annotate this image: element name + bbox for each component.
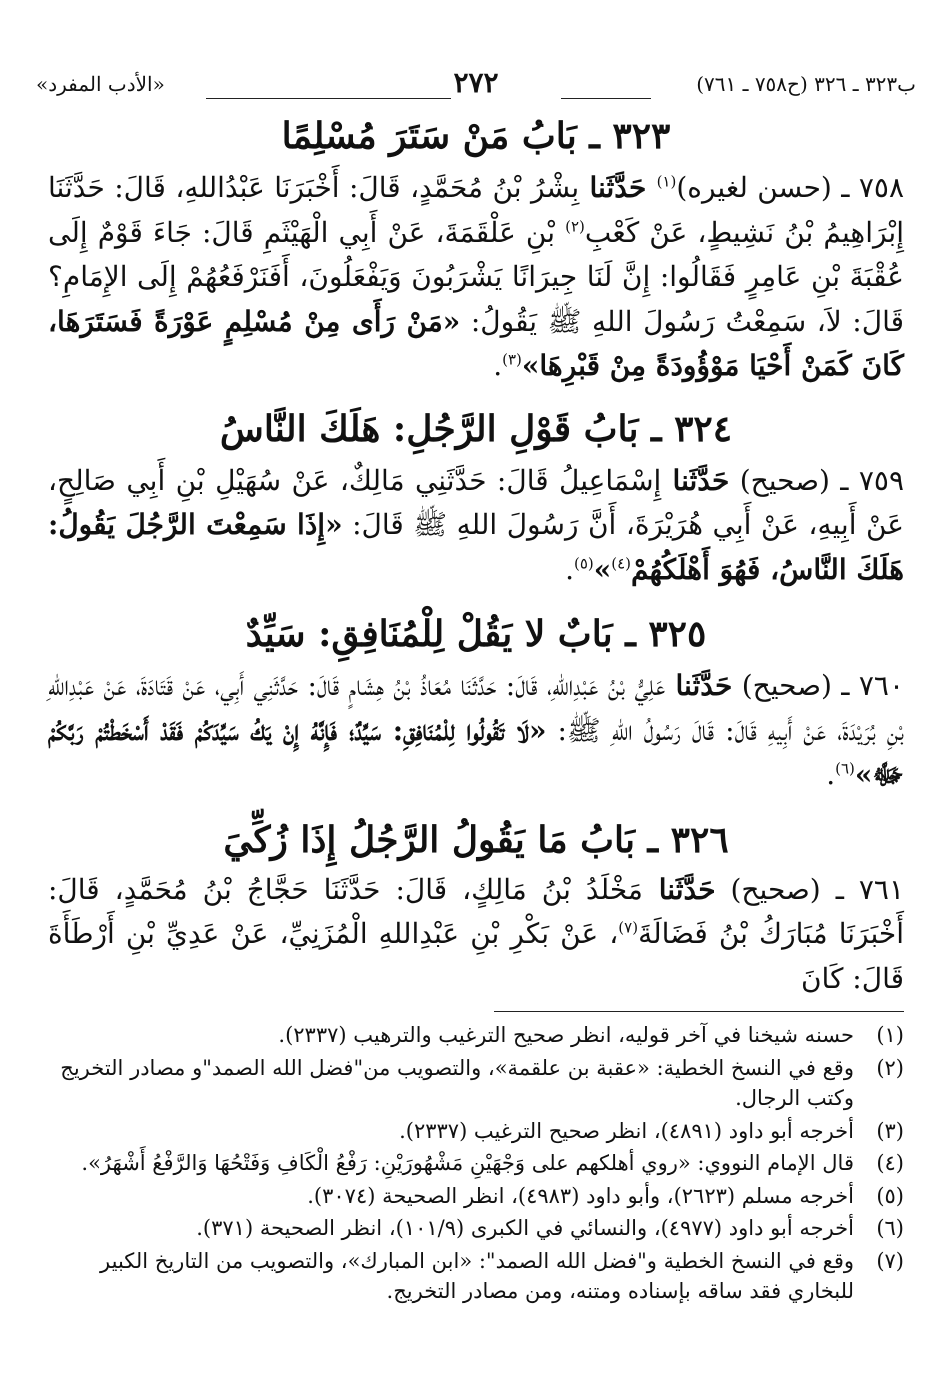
header-rule [206,98,451,99]
footnote-number: (٢) [876,1055,904,1080]
footnote [48,1116,904,1147]
hadith-number-grade: ٧٦٠ ـ (صحيح) [732,669,905,702]
footnote-number: (٣) [876,1118,904,1143]
footnote [48,1213,904,1244]
footnote-number: (٦) [876,1216,904,1240]
hadith-758 [48,166,904,389]
footnote-text: وقع في النسخ الخطية و"فضل الله الصمد": «ابن المبارك»، والتصويب من التاريخ الكبير للبخاري فقد ساقه بإسناده ومتنه، ومن مصادر التخريج. [100,1248,854,1303]
punctuation: . [493,349,503,382]
footnote-number: (٤) [876,1151,904,1175]
footnote-text: أخرجه أبو داود (٤٩٧٧)، والنسائي في الكبرى (١٠١/٩)، انظر الصحيحة (٣٧١). [196,1216,854,1240]
footnote-ref: (٦) [835,759,855,778]
footnote-text: حسنه شيخنا في آخر قوليه، انظر صحيح الترغيب والترهيب (٢٣٣٧). [278,1023,854,1047]
isnad-text: عَلِيُّ بْنُ عَبْدِاللهِ، قَالَ: حَدَّثَنَا مُعَاذُ بْنُ هِشَامٍ قَالَ: حَدَّثَنِي أَبِي، عَنْ قَتَادَةَ، عَنْ عَبْدِاللهِ بْنِ بُرَيْدَةَ، عَنْ أَبِيهِ قَالَ: قَالَ رَسُولُ اللهِ ﷺ: [48,669,905,747]
isnad-text: ، عَنْ بَكْرِ بْنِ عَبْدِاللهِ الْمُزَنِيِّ، عَنْ عَدِيِّ بْنِ أَرْطَأَةَ قَالَ: كَانَ [48,917,904,995]
punctuation: . [826,758,836,791]
footnote-text: قال الإمام النووي: «روي أهلكهم على وَجْهَيْنِ مَشْهُورَيْنِ: رَفْعُ الْكَافِ وَفَتْحُهَا وَالرَّفْعُ أَشْهَرُ». [81,1151,854,1175]
hadith-number-grade: ٧٥٨ ـ (حسن لغيره) [676,171,904,204]
hadith-759 [48,459,904,593]
footnote-ref: (٧) [618,918,639,937]
footnote-ref: (١) [656,172,677,191]
narration-keyword: حَدَّثَنا [642,872,716,906]
footnote [48,1148,904,1179]
footnote-text: أخرجه أبو داود (٤٨٩١)، انظر صحيح الترغيب (٢٣٣٧). [399,1118,854,1143]
hadith-number-grade: ٧٥٩ ـ (صحيح) [729,463,905,497]
isnad-text: بْنِ عَلْقَمَةَ، عَنْ أَبِي الْهَيْثَمِ قَالَ: جَاءَ قَوْمٌ إِلَى عُقْبَةَ بْنِ عَامِرٍ فَقَالُوا: إِنَّ لَنَا جِيرَانًا يَشْرَبُونَ وَيَفْعَلُونَ، أَفَنَرْفَعُهُمْ إِلَى الإِمَامِ؟ قَالَ: لاَ، سَمِعْتُ رَسُولَ اللهِ ﷺ يَقُولُ: [48,215,904,338]
punctuation: . [565,552,574,586]
chapter-heading: ٣٢٣ ـ بَابُ مَنْ سَتَرَ مُسْلِمًا [281,115,671,157]
isnad-text: مَخْلَدُ بْنُ مَالِكٍ، قَالَ: حَدَّثَنَا حَجَّاجُ بْنُ مُحَمَّدٍ، قَالَ: أَخْبَرَنَا مُبَارَكُ بْنُ فَضَالَةَ [48,872,904,950]
isnad-text: إِسْمَاعِيلُ قَالَ: حَدَّثَنِي مَالِكٌ، عَنْ سُهَيْلِ بْنِ أَبِي صَالِحٍ، عَنْ أَبِيهِ، عَنْ أَبِي هُرَيْرَةَ، أَنَّ رَسُولَ اللهِ ﷺ قَالَ: [48,463,905,541]
chapter-heading: ٣٢٤ ـ بَابُ قَوْلِ الرَّجُلِ: هَلَكَ النَّاسُ [219,407,733,450]
section-reference: ب٣٢٣ ـ ٣٢٦ (ح٧٥٨ ـ ٧٦١) [696,72,916,96]
footnote-text: أخرجه مسلم (٢٦٢٣)، وأبو داود (٤٩٨٣)، انظر الصحيحة (٣٠٧٤). [307,1183,854,1208]
hadith-matn: «إِذَا سَمِعْتَ الرَّجُلَ يَقُولُ: هَلَكَ النَّاسُ، فَهُوَ أَهْلَكُهُمْ [48,508,904,586]
footnote-number: (٧) [876,1248,904,1273]
footnote-ref: (٤) [611,554,632,573]
hadith-matn: «مَنْ رَأَى مِنْ مُسْلِمٍ عَوْرَةً فَسَتَرَهَا، كَانَ كَمَنْ أَحْيَا مَوْؤُودَةً مِنْ قَبْرِهَا» [48,304,904,382]
page-number: ٢٧٢ [453,66,499,99]
chapter-heading: ٣٢٦ ـ بَابُ مَا يَقُولُ الرَّجُلُ إِذَا زُكِّيَ [223,818,729,861]
hadith-number-grade: ٧٦١ ـ (صحيح) [715,872,904,906]
footnote-separator [494,1011,904,1012]
isnad-text: بِشْرُ بْنُ مُحَمَّدٍ، قَالَ: أَخْبَرَنَا عَبْدُاللهِ، قَالَ: حَدَّثَنَا إِبْرَاهِيمُ بْنُ نَشِيطٍ، عَنْ كَعْبِ [48,171,904,249]
page-header [36,66,916,106]
hadith-matn: «لَا تَقُولُوا لِلْمُنَافِقِ: سَيِّدٌ؛ فَإِنَّهُ إِنْ يَكُ سَيِّدَكُمْ فَقَدْ أَسْخَطْتُمْ رَبَّكُمْ ﷻ» [48,713,904,791]
footnote-text: وقع في النسخ الخطية: «عقبة بن علقمة»، والتصويب من"فضل الله الصمد"و مصادر التخريج وكتب الرجال. [60,1055,854,1110]
header-rule [561,98,651,99]
footnote [48,1181,904,1212]
footnote-ref: (٢) [565,217,585,236]
narration-keyword: حَدَّثَنا [579,171,657,204]
footnote-ref: (٣) [502,350,522,369]
main-text [48,112,904,1001]
footnote [48,1020,904,1051]
footnotes [48,1020,904,1309]
footnote-number: (٥) [876,1183,904,1208]
hadith-matn-end: » [593,552,612,586]
footnote [48,1053,904,1114]
narration-keyword: حَدَّثَنا [665,669,733,702]
running-book-title: «الأدب المفرد» [36,72,165,96]
hadith-761 [48,868,904,1002]
narration-keyword: حَدَّثَنا [661,463,730,497]
hadith-760 [48,664,904,798]
footnote-ref: (٥) [573,554,594,573]
footnote [48,1246,904,1307]
footnote-number: (١) [876,1023,904,1047]
chapter-heading: ٣٢٥ ـ بَابٌ لا يَقُلْ لِلْمُنَافِقِ: سَيِّدٌ [245,613,707,655]
